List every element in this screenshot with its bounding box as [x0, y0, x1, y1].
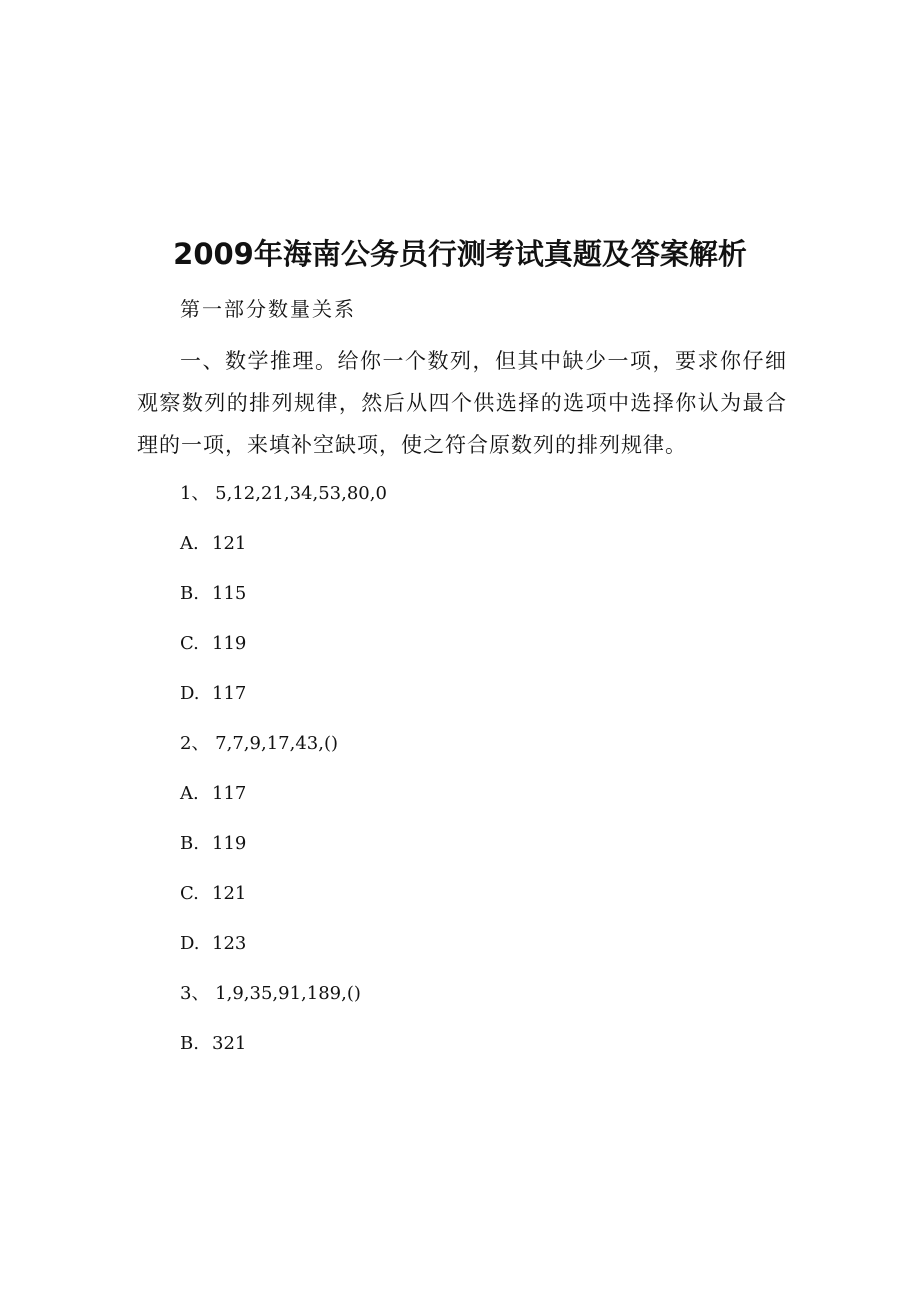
- document-title: 2009年海南公务员行测考试真题及答案解析: [173, 237, 747, 271]
- question-1-option-c: [180, 629, 246, 659]
- option-letter: D.: [180, 683, 200, 704]
- option-value: 121: [212, 883, 247, 904]
- option-value: 117: [212, 783, 247, 804]
- option-letter: B.: [180, 1033, 199, 1054]
- option-letter: A.: [180, 783, 199, 804]
- option-value: 119: [212, 633, 247, 654]
- question-2-option-a: [180, 779, 246, 809]
- section-heading: 第一部分数量关系: [180, 297, 356, 321]
- option-value: 123: [212, 933, 247, 954]
- question-2-option-c: [180, 879, 246, 909]
- question-1-stem: 1、 5,12,21,34,53,80,0: [180, 483, 387, 504]
- option-value: 321: [212, 1033, 247, 1054]
- option-value: 115: [212, 583, 247, 604]
- question-2-option-d: [180, 929, 246, 959]
- option-value: 119: [212, 833, 247, 854]
- option-letter: C.: [180, 633, 199, 654]
- option-value: 117: [212, 683, 247, 704]
- question-2-option-b: [180, 829, 246, 859]
- option-letter: B.: [180, 583, 199, 604]
- option-letter: B.: [180, 833, 199, 854]
- option-value: 121: [212, 533, 247, 554]
- instructions-paragraph: 一、数学推理。给你一个数列，但其中缺少一项，要求你仔细观察数列的排列规律，然后从四个供选择的选项中选择你认为最合理的一项，来填补空缺项，使之符合原数列的排列规律。: [137, 349, 787, 457]
- question-1-option-a: [180, 529, 246, 559]
- question-1-option-d: [180, 679, 246, 709]
- option-letter: D.: [180, 933, 200, 954]
- question-2-stem: 2、 7,7,9,17,43,(): [180, 733, 338, 754]
- question-3-stem: 3、 1,9,35,91,189,(): [180, 983, 361, 1004]
- question-1-option-b: [180, 579, 246, 609]
- option-letter: A.: [180, 533, 199, 554]
- question-3-option-b: [180, 1029, 246, 1059]
- option-letter: C.: [180, 883, 199, 904]
